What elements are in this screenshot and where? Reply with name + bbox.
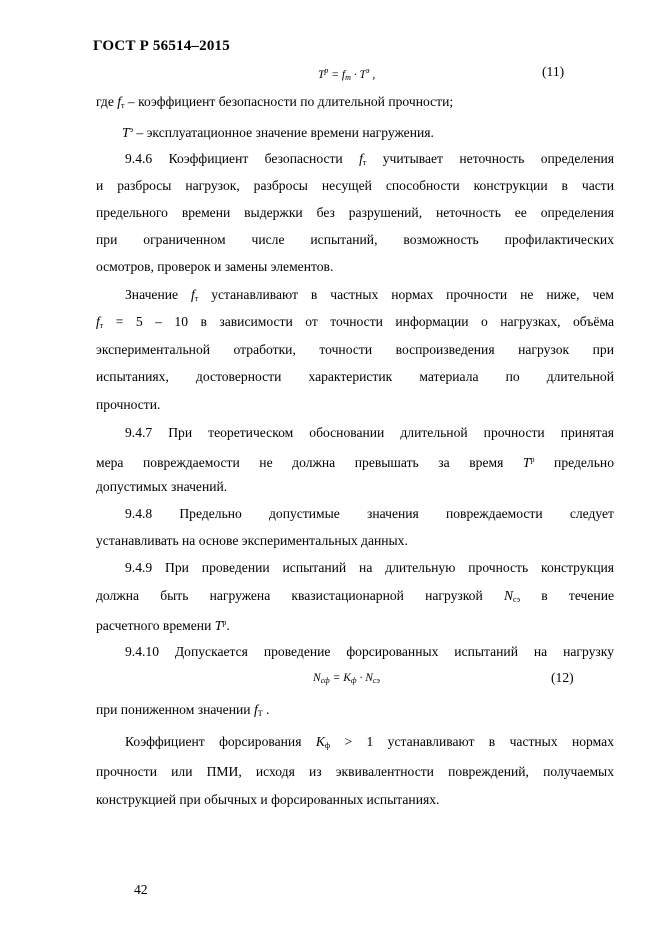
p946-line-3: предельного времени выдержки без разрушений, неточность ее определения [96,205,614,220]
value-line-1: Значение $f_т$ устанавливают в частных нормах прочности не ниже, чем [125,287,614,303]
where-ft-line: где $f_т$ – коэффициент безопасности по длительной прочности; [96,94,454,110]
p949-line-2: должна быть нагружена квазистационарной нагрузкой $N_{сэ}$ в течение [96,588,614,604]
p947-line-1: 9.4.7 При теоретическом обосновании длительной прочности принятая [125,425,614,440]
p946-line-5: осмотров, проверок и замены элементов. [96,259,334,274]
force-line-1: Коэффициент форсирования $K_ф > 1$ устанавливают в частных нормах [125,734,614,750]
formula-12-number: (12) [551,670,574,685]
p946-line-4: при ограниченном числе испытаний, возможность профилактических [96,232,614,247]
p949-line-3: расчетного времени $T^р$. [96,618,230,633]
p946-line-1: 9.4.6 Коэффициент безопасности $f_т$ учитывает неточность определения [125,151,614,167]
value-line-5: прочности. [96,397,161,412]
p947-line-3: допустимых значений. [96,479,228,494]
formula-11-number: (11) [542,64,565,79]
formula-11: $T^р = f_т \cdot T^э$ , [318,66,376,82]
standard-header: ГОСТ Р 56514–2015 [93,38,230,54]
p949-line-1: 9.4.9 При проведении испытаний на длительную прочность конструкция [125,560,614,575]
value-line-3: экспериментальной отработки, точности воспроизведения нагрузок при [96,342,614,357]
force-line-2: прочности или ПМИ, исходя из эквивалентности повреждений, получаемых [96,764,614,779]
reduced-value-line: при пониженном значении $f_Т$ . [96,702,270,718]
p9410-line: 9.4.10 Допускается проведение форсированных испытаний на нагрузку [125,644,614,659]
value-line-4: испытаниях, достоверности характеристик материала по длительной [96,369,614,384]
force-line-3: конструкцией при обычных и форсированных испытаниях. [96,792,440,807]
value-line-2: $f_т = 5 - 10$ в зависимости от точности информации о нагрузках, объёма [96,314,614,330]
p947-line-2: мера повреждаемости не должна превышать за время $T^р$ предельно [96,455,614,470]
page-number: 42 [134,882,148,897]
p948-line-1: 9.4.8 Предельно допустимые значения повреждаемости следует [125,506,614,521]
formula-12: $N_{сф} = K_ф \cdot N_{сэ}$ [313,672,380,685]
p946-line-2: и разбросы нагрузок, разбросы несущей способности конструкции в части [96,178,614,193]
p948-line-2: устанавливать на основе экспериментальных данных. [96,533,408,548]
where-te-line: $T^э$ – эксплуатационное значение времени нагружения. [122,125,434,140]
